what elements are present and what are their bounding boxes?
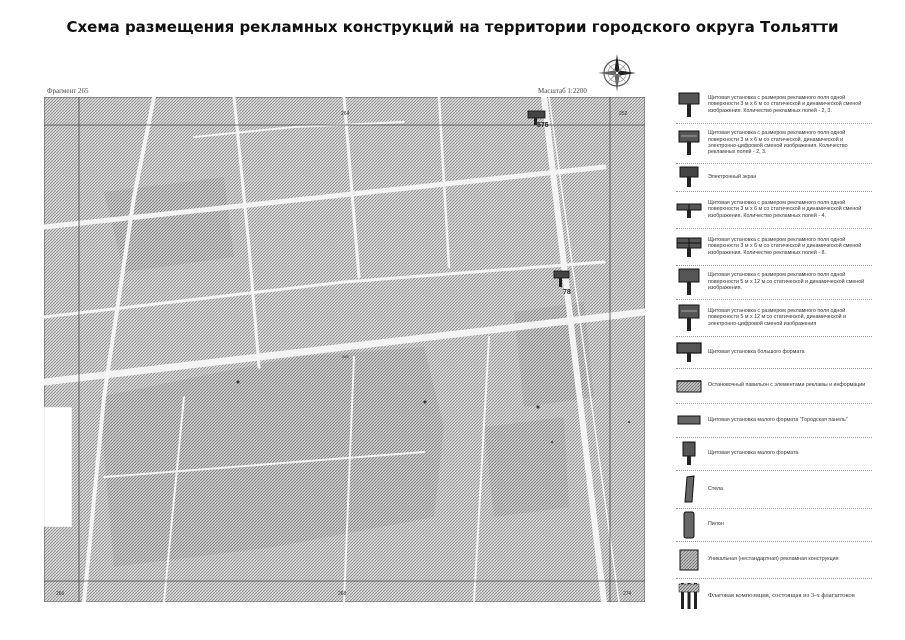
billboard-5x12-digital-icon (677, 303, 701, 333)
legend-item (676, 578, 872, 614)
sheet-top-label: 264 (341, 111, 350, 117)
sheet-top-right-label: 252 (619, 111, 628, 117)
legend-item-text: Стела (708, 485, 723, 492)
legend-item (676, 86, 872, 124)
marker-78-label: 78 (563, 289, 571, 296)
large-format-billboard-icon (676, 340, 702, 364)
legend-item-text: Электронный экран (708, 173, 757, 180)
legend-item (676, 508, 872, 542)
legend-item (676, 123, 872, 164)
fragment-label: Фрагмент 265 (47, 87, 89, 95)
legend-item-text: Уникальная (нестандартная) рекламная конструкция (708, 556, 839, 563)
legend-item (676, 470, 872, 509)
page-title: Схема размещения рекламных конструкций на территории городского округа Тольятти (66, 18, 839, 36)
legend-item-text: Щитовая установка с размером рекламного поля одной поверхности 3 м х 6 м со статической и динамической сменой изображения. Количество рекламных полей - 4. (708, 199, 862, 219)
legend-item (676, 265, 872, 300)
sheet-bottom-center-label: 268 (338, 591, 347, 597)
sheet-center-label: 265 (342, 354, 349, 359)
billboard-5x12-icon (677, 267, 701, 297)
legend-item-text: Щитовая установка с размером рекламного поля одной поверхности 3 м х 6 м со статической и динамической сменой изображения. Количество рекламных полей - 2, 3. (708, 94, 862, 114)
legend-item-text: Щитовая установка с размером рекламного поля одной поверхности 3 м х 6 м со статической, динамической и электронно-цифровой сменой изображения. Количество рекламных полей - 2, 3. (708, 130, 848, 156)
unique-construction-icon (677, 547, 701, 573)
electronic-screen-icon (677, 165, 701, 189)
sheet-bottom-left-label: 266 (56, 591, 65, 597)
legend-item (676, 228, 872, 266)
legend-item (676, 541, 872, 579)
compass-rose-icon (597, 53, 637, 93)
legend-item (676, 336, 872, 369)
flag-composition-icon (677, 581, 701, 611)
legend (676, 86, 872, 614)
map-canvas[interactable] (44, 97, 645, 602)
map-fragment[interactable] (44, 97, 645, 602)
billboard-4-fields-icon (676, 200, 702, 220)
legend-item (676, 163, 872, 192)
scale-label: Масштаб 1:2200 (538, 87, 587, 95)
sheet-bottom-right-label: 274 (623, 591, 632, 597)
legend-item (676, 437, 872, 471)
legend-item-text: Щитовая установка малого формата "Городская панель" (708, 416, 848, 423)
legend-item (676, 403, 872, 438)
legend-item (676, 191, 872, 229)
billboard-3x6-icon (677, 90, 701, 120)
city-format-icon (676, 412, 702, 428)
legend-item-text: Щитовая установка с размером рекламного поля одной поверхности 5 м х 12 м со статической, динамической и электронно-цифровой сменой изображения (708, 307, 847, 327)
stele-icon (679, 474, 699, 504)
legend-item-text: Щитовая установка с размером рекламного поля одной поверхности 3 м х 6 м со статической и динамической сменой изображения. Количество рекламных полей - 8. (708, 236, 862, 256)
billboard-8-fields-icon (676, 235, 702, 259)
legend-item (676, 299, 872, 337)
billboard-3x6-digital-icon (677, 128, 701, 158)
white-plot (44, 407, 72, 527)
legend-item-text: Щитовая установка большого формата (708, 348, 805, 355)
legend-item-text: Щитовая установка с размером рекламного поля одной поверхности 5 м х 12 м со статической и динамической сменой изображения. (708, 272, 865, 292)
legend-item-text: Остановочный павильон с элементами рекламы и информации (708, 382, 866, 389)
legend-item-text: Щитовая установка малого формата (708, 450, 799, 457)
small-format-icon (679, 440, 699, 468)
legend-item (676, 368, 872, 404)
pavilion-icon (676, 376, 702, 396)
legend-item-text: Флаговая композиция, состоящая из 3-х флагштоков (708, 592, 855, 600)
legend-item-text: Пилон (708, 521, 724, 528)
marker-575-label: 575 (537, 122, 549, 129)
pylon-icon (679, 510, 699, 540)
